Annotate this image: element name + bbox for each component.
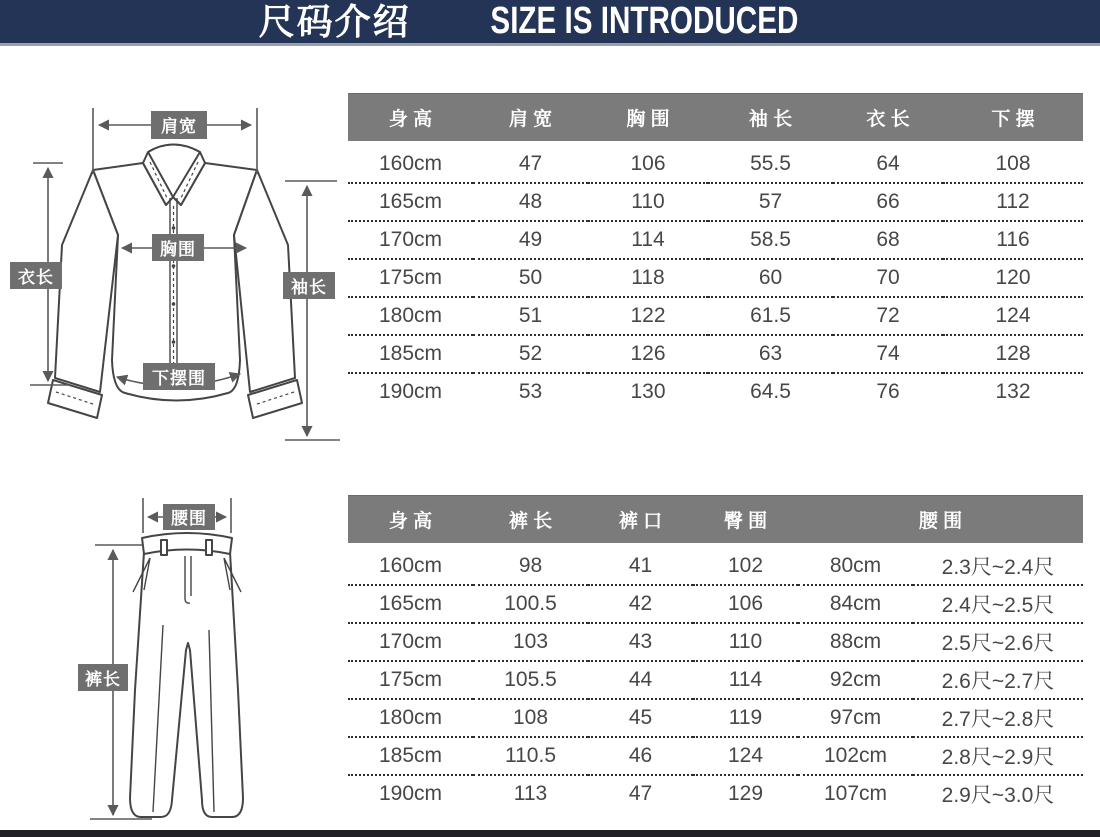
- size-cell: 103: [473, 624, 588, 662]
- size-cell: 66: [833, 184, 943, 222]
- size-cell: 57: [708, 184, 833, 222]
- bottom-divider-bar: [0, 830, 1100, 837]
- size-cell: 53: [518, 380, 543, 403]
- size-cell: 51: [473, 298, 588, 336]
- col-height: 身 高: [348, 93, 473, 146]
- shirt-table-header: [348, 93, 1083, 146]
- size-cell: 41: [588, 548, 693, 586]
- size-cell: 2.4尺~2.5尺: [913, 586, 1083, 624]
- shirt-table-body: [348, 146, 1083, 410]
- shirt-size-row: [348, 260, 1083, 298]
- size-cell: 112: [943, 184, 1083, 222]
- size-cell: 92cm: [798, 662, 913, 700]
- pants-measurement-diagram: [0, 490, 280, 835]
- col-height: 身 高: [348, 495, 473, 548]
- size-cell: 108: [943, 146, 1083, 184]
- size-cell: 114: [588, 222, 708, 260]
- sleeve-length-label: 袖长: [291, 278, 327, 297]
- header-row: [348, 495, 1083, 548]
- size-cell: 102cm: [798, 738, 913, 776]
- shoulder-width-dimension: [93, 108, 257, 174]
- size-cell: 63: [708, 336, 833, 374]
- size-cell: 45: [588, 700, 693, 738]
- col-length: 衣 长: [833, 93, 943, 146]
- size-cell: 185cm: [348, 738, 473, 776]
- chest-label: 胸围: [160, 240, 196, 259]
- size-cell: 114: [693, 662, 798, 700]
- size-cell: 44: [588, 662, 693, 700]
- header-row: [348, 93, 1083, 146]
- pants-table-body: [348, 548, 1083, 812]
- col-leg-opening: 裤 口: [588, 495, 693, 548]
- size-cell: 120: [943, 260, 1083, 298]
- size-cell: 2.6尺~2.7尺: [913, 662, 1083, 700]
- shirt-measurement-diagram: [0, 66, 345, 471]
- size-cell: 108: [473, 700, 588, 738]
- size-cell: 47: [473, 146, 588, 184]
- shoulder-width-label: 肩宽: [161, 117, 197, 136]
- size-cell: 129: [727, 782, 764, 805]
- size-cell: 132: [995, 380, 1031, 403]
- shirt-size-row: [348, 336, 1083, 374]
- col-chest: 胸 围: [588, 93, 708, 146]
- pants-size-row: [348, 548, 1083, 586]
- garment-length-label: 衣长: [18, 268, 54, 287]
- waist-label: 腰围: [171, 509, 207, 528]
- col-hip: 臀 围: [693, 495, 798, 548]
- size-cell: 170cm: [348, 222, 473, 260]
- size-cell: 190cm: [378, 380, 443, 403]
- pants-body: [130, 548, 243, 818]
- size-cell: 98: [473, 548, 588, 586]
- shirt-size-row: [348, 298, 1083, 336]
- shirt-size-table: [348, 93, 1083, 410]
- size-cell: 68: [833, 222, 943, 260]
- pants-size-table: [348, 495, 1083, 812]
- pants-size-row: [348, 662, 1083, 700]
- size-cell: 42: [588, 586, 693, 624]
- col-shoulder: 肩 宽: [473, 93, 588, 146]
- col-waist: 腰 围: [798, 495, 1083, 548]
- size-cell: 97cm: [798, 700, 913, 738]
- size-cell: 180cm: [348, 298, 473, 336]
- shirt-size-row: [348, 184, 1083, 222]
- size-cell: 64: [833, 146, 943, 184]
- pants-length-label: 裤长: [85, 670, 121, 689]
- size-cell: 106: [588, 146, 708, 184]
- waist-dimension: [143, 498, 231, 533]
- size-cell: 46: [588, 738, 693, 776]
- size-cell: 61.5: [708, 298, 833, 336]
- size-cell: 170cm: [348, 624, 473, 662]
- size-cell: 126: [588, 336, 708, 374]
- size-cell: 116: [943, 222, 1083, 260]
- size-cell: 2.5尺~2.6尺: [913, 624, 1083, 662]
- title-banner: [0, 0, 1100, 46]
- size-cell: 2.8尺~2.9尺: [913, 738, 1083, 776]
- pants-size-row: [348, 738, 1083, 776]
- size-cell: 190cm: [378, 782, 443, 805]
- pants-line-art-icon: [130, 533, 243, 817]
- size-cell: 60: [708, 260, 833, 298]
- size-cell: 64.5: [750, 380, 791, 403]
- col-hem: 下 摆: [943, 93, 1083, 146]
- size-cell: 102: [693, 548, 798, 586]
- size-cell: 43: [588, 624, 693, 662]
- size-cell: 113: [513, 782, 548, 805]
- size-cell: 100.5: [473, 586, 588, 624]
- size-cell: 160cm: [348, 548, 473, 586]
- size-cell: 175cm: [348, 260, 473, 298]
- size-cell: 55.5: [708, 146, 833, 184]
- size-cell: 185cm: [348, 336, 473, 374]
- size-cell: 119: [693, 700, 798, 738]
- size-cell: 106: [693, 586, 798, 624]
- size-cell: 128: [943, 336, 1083, 374]
- size-cell: 122: [588, 298, 708, 336]
- size-cell: 70: [833, 260, 943, 298]
- size-cell: 50: [473, 260, 588, 298]
- size-cell: 84cm: [798, 586, 913, 624]
- size-cell: 107cm: [823, 782, 888, 805]
- col-pants-length: 裤 长: [473, 495, 588, 548]
- size-cell: 110: [693, 624, 798, 662]
- size-cell: 72: [833, 298, 943, 336]
- belt-loop-left: [161, 540, 167, 555]
- shirt-size-row: [348, 374, 1083, 410]
- size-cell: 110.5: [473, 738, 588, 776]
- size-cell: 110: [588, 184, 708, 222]
- size-cell: 74: [833, 336, 943, 374]
- size-cell: 58.5: [708, 222, 833, 260]
- size-cell: 2.9尺~3.0尺: [941, 784, 1055, 807]
- size-cell: 2.3尺~2.4尺: [913, 548, 1083, 586]
- pants-size-row: [348, 624, 1083, 662]
- size-cell: 180cm: [348, 700, 473, 738]
- shirt-size-row: [348, 222, 1083, 260]
- size-cell: 130: [630, 380, 666, 403]
- size-cell: 160cm: [348, 146, 473, 184]
- hem-label: 下摆围: [152, 369, 206, 388]
- size-cell: 124: [943, 298, 1083, 336]
- shirt-size-row: [348, 146, 1083, 184]
- size-cell: 47: [628, 782, 653, 805]
- size-cell: 118: [588, 260, 708, 298]
- page-title-english: SIZE IS INTRODUCED: [490, 0, 798, 42]
- pants-size-row: [348, 586, 1083, 624]
- size-cell: 76: [876, 380, 900, 403]
- size-cell: 165cm: [348, 586, 473, 624]
- pants-table-header: [348, 495, 1083, 548]
- size-cell: 48: [473, 184, 588, 222]
- page-title-chinese: 尺码介绍: [258, 1, 411, 42]
- size-cell: 165cm: [348, 184, 473, 222]
- size-cell: 49: [473, 222, 588, 260]
- pants-size-row: [348, 776, 1083, 812]
- col-sleeve: 袖 长: [708, 93, 833, 146]
- size-cell: 80cm: [798, 548, 913, 586]
- size-cell: 124: [693, 738, 798, 776]
- size-cell: 105.5: [473, 662, 588, 700]
- pants-size-row: [348, 700, 1083, 738]
- size-cell: 175cm: [348, 662, 473, 700]
- belt-loop-right: [206, 540, 212, 555]
- size-cell: 88cm: [798, 624, 913, 662]
- size-cell: 2.7尺~2.8尺: [913, 700, 1083, 738]
- size-cell: 52: [473, 336, 588, 374]
